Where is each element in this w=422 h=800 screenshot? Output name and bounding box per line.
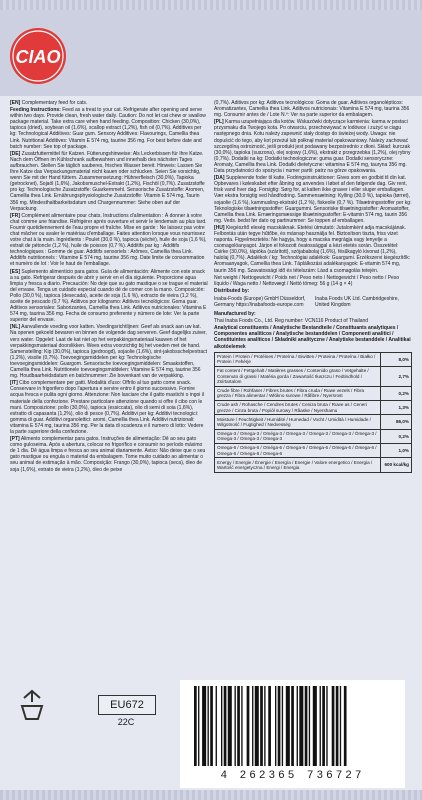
distributed-label: Distributed by:	[214, 287, 250, 294]
constituent-label: Crude fibre / Rohfaser / Fibres brutes / Fibra cruda / Ruwe vezels / Fibra grezza / Fibra alimentar / Włókno surowe / Råfibre / Nyersrost	[215, 386, 381, 400]
barcode	[180, 680, 405, 788]
barcode-bar	[252, 686, 253, 766]
table-row	[215, 386, 412, 400]
barcode-number: 4 262365 736727	[220, 770, 365, 782]
barcode-bar	[278, 686, 281, 766]
table-row	[215, 415, 412, 429]
barcode-bar	[322, 686, 325, 766]
lot-code: EU672	[98, 695, 156, 715]
constituent-value: 2,7%	[381, 367, 412, 387]
paragraph: [NL] Aanvullende voeding voor katten. Voedingsrichtlijnen: Geef als snack aan uw kat. Na openen gekoeld bewaren en binnen de volgende dag serveren. Geef dagelijks zuiver, vers water. Opgelet: Laat de kat niet op het verpakkingsmateriaal kauwen of het verpakkingsmateriaal doorslikken. Wees extra voorzichtig bij het voeden met de hand. Samenstelling: Kip (30,0%), tapioca (gedroogd), sojaolie (1,6%), sint-jakobsschelpextract (1,2%), visolie (0,7%). Toevoegingsmiddelen per kg: Technologische toevoegingsmiddelen: Guargom. Sensorische toevoegingsmiddelen: Smaakstoffen, Camellia thea Link. Nutritionele toevoegingsmiddelen: Vitamine E 574 mg, taurine 356 mg. Houdbaarheidsdatum en batchnummer: Zie bovenkant van de verpakking.	[10, 324, 208, 380]
right-column	[214, 100, 412, 660]
paragraph: [FR] Complément alimentaire pour chats. Instructions d'alimentation : À donner à votre chat comme une friandise. Réfrigérer après ouverture et servir le lendemain au plus tard. Fournir quotidiennement de l'eau propre et fraîche. Mise en garde : Ne laissez pas votre chat mâcher ou avaler le matériau d'emballage. Faites attention lorsque vous nourrissez votre chat à la main. Ingrédients : Poulet (30,0 %), tapioca (séché), huile de soja (1,6 %), extrait de pétoncle (1,2 %), huile de poisson (0,7 %). Additifs par kg : Additifs technologiques : Gomme de guar. Additifs sensoriels : Arômes, Camellia thea Link. Additifs nutritionnels : Vitamine E 574 mg, taurine 356 mg. Date limite de consommation et numéro de lot : Voir le haut de l'emballage.	[10, 212, 207, 268]
barcode-bar	[221, 686, 222, 766]
constituent-value: 1,3%	[381, 400, 412, 414]
barcode-bar	[340, 686, 341, 766]
bottom-seal	[0, 790, 422, 800]
barcode-bar	[235, 686, 236, 766]
barcode-bar	[309, 686, 310, 766]
barcode-bar	[286, 686, 290, 766]
barcode-bar	[299, 686, 303, 766]
constituent-label: Fat content / Fettgehalt / Matières grasses / Contenido graso / Vetgehalte / Contenuto di grassi / Matéria gorda / Zawartość tłuszczu / Fedtindhold / Zsírtartalom	[215, 367, 381, 387]
barcode-bar	[320, 686, 321, 766]
paragraph: [ES] Suplemento alimenticio para gatos. Guía de alimentación: Alimente con este snack a su gato. Refrigerar después de abrir y servir en el día siguiente. Proporcione agua limpia y fresca a diario. Precaución: No deje que su gato mastique o se trague el material del envase. Tenga un cuidado especial cuando dé de comer con la mano. Composición: Pollo (30,0 %), tapioca (desecada), aceite de soja (1,6 %), extracto de vieira (1,2 %), aceite de pescado (0,7 %). Aditivos por kilogramo: Aditivos tecnológicos: Goma guar. Aditivos sensoriales: Saborizantes, Camellia thea Link. Aditivos nutricionales: Vitamina E 574 mg, taurina 356 mg. Fecha de consumo preferente y número de lote: Ver la parte superior del envase.	[10, 268, 208, 324]
constituent-label: Moisture / Feuchtigkeit / Humidité / Humedad / Vocht / Umidità / Humidade / Wilgotność / Fugtighed / Nedvesség	[215, 415, 381, 429]
barcode-bar	[275, 686, 276, 766]
barcode-bar	[313, 686, 317, 766]
paragraph: [DA] Supplerende foder til katte. Fodringsinstruktioner: Gives som en godbid til din kat. Opbevares i køleskabet efter åbning og anvendes i løbet af den følgende dag. Giv rent, frisk vand hver dag. Forsigtig: Sørg for, at katten ikke gnaver i eller sluger emballagen. Vær ekstra forsigtig ved håndfodring. Sammensætning: Kylling (30,0 %), tapioka (tørret), sojaolie (1,6 %), kammusling-ekstrakt (1,2 %), fiskeolie (0,7 %). Tilsætningsstoffer per kg: Teknologiske tilsætningsstoffer: Guargummi. Sensoriske tilsætningsstoffer: Aromastoffer, Camellia thea Link. Ernæringsmæssige tilsætningsstoffer: E-vitamin 574 mg, taurin 356 mg. Veds. bedst før dato og partinummer: Se toppen af emballagen.	[214, 175, 412, 224]
barcode-bar	[210, 686, 213, 766]
barcode-bar	[237, 686, 240, 766]
constituent-label: Omega-6 / Omega-6 / Oméga-6 / Omega-6 / Omega-6 / Omega-6 / Ómega-6 / Omega-6 / Omega-6 / Omega-6	[215, 444, 381, 458]
paragraph: (0,7%). Aditivos por kg: Aditivos tecnológicos: Goma de guar. Aditivos organolépticos: Aromatizantes, Camellia thea Link. Aditivos nutricionais: Vitamina E 574 mg, taurina 356 mg. Consumir antes de / Lote N.º: Ver na parte superior da embalagem.	[214, 100, 410, 119]
barcode-bar	[297, 686, 298, 766]
barcode-bar	[291, 686, 294, 766]
table-row	[215, 352, 412, 366]
barcode-bar	[216, 686, 217, 766]
barcode-bar	[332, 686, 335, 766]
paragraph: Feeding Instructions: Feed as a treat to your cat. Refrigerate after opening and serve within two days. Provide clean, fresh water daily. Caution: Do not let cat chew or swallow package material. Take extra care when hand feeding. Composition: Chicken (30,0%), tapioca (dried), soybean oil (1,6%), scallop extract (1,2%), fish oil (0,7%). Additives per kg: Technological Additives: Guar gum. Sensory Additives: Flavourings, Camellia thea Link. Nutritional Additives: Vitamin E 574 mg, taurine 356 mg. For best before date and batch number: See top of package.	[10, 107, 206, 150]
barcode-bar	[208, 686, 209, 766]
table-row	[215, 367, 412, 387]
constituent-value: 8,0%	[381, 352, 412, 366]
table-row	[215, 429, 412, 443]
recycle-icon	[18, 688, 46, 722]
barcode-bar	[255, 686, 259, 766]
barcode-bar	[247, 686, 250, 766]
manufactured-text: Thai Inaba Foods Co., Ltd. Reg number: VCN116 Product of Thailand	[214, 318, 369, 325]
barcode-bar	[202, 686, 206, 766]
barcode-bar	[268, 686, 271, 766]
barcode-bar	[264, 686, 265, 766]
analytical-header: Analytical constituents / Analytische Bestandteile / Constituants analytiques / Componentes analíticos / Analytische bestanddelen / Componenti analitici / Constituintes analíticos / Składniki analityczne / Analytiske bestanddele / Analitikai alkotóelemek	[214, 325, 411, 350]
manufactured-label: Manufactured by:	[214, 311, 256, 318]
constituent-value: 0,2%	[381, 429, 412, 443]
barcode-bar	[228, 686, 232, 766]
barcode-bar	[198, 686, 199, 766]
constituent-label: Crude ash / Rohasche / Cendres brutes / Ceniza bruta / Ruwe as / Ceneri grezze / Cinza bruta / Popiół surowy / Råaske / Nyershamu	[215, 400, 381, 414]
distributor-eu: Inaba-Foods (Europe) GmbH Düsseldorf, Germany https://inabafoods-europe.com	[214, 295, 306, 308]
barcode-bar	[282, 686, 283, 766]
distributor-uk: Inaba Foods UK Ltd. Cambridgeshire, United Kingdom	[315, 295, 399, 308]
barcode-bar	[224, 686, 227, 766]
paragraph: [IT] Cibo complementare per gatti. Modalità d'uso: Offrilo al tuo gatto come snack. Conservare in frigorifero dopo l'apertura e servire entro il giorno successivo. Fornire acqua fresca e pulita ogni giorno. Attenzione: Non lasciare che il gatto mastichi o ingoi il materiale della confezione. Prestare particolare attenzione quando si offre il cibo con le mani. Composizione: pollo (30,0%), tapioca (essiccata), olio di semi di soia (1,6%), estratto di capasanta (1,2%), olio di pesce (0,7%). Additivi per kg: Additivi tecnologici: gomma di guar. Additivi organolettici: aromi, Camellia thea Link. Additivi nutrizionali: vitamina E 574 mg, taurina 356 mg. Per la data di scadenza e il numero di lotto: Vedere la parte superiore della confezione.	[10, 380, 205, 435]
distributors	[214, 296, 412, 308]
paragraph: [HU] Kiegészítő eleség macskáknak. Etetési útmutató: Jutalomként adja macskájának. Felbontás után tegye hűtőbe, és másnap használja fel. Biztosítson tiszta, friss vizet naponta. Figyelmeztetés: Ne hagyja, hogy a macska megrágja vagy lenyelje a csomagolóanyagot. Járjon el fokozott óvatossággal a kézi etetés során. Összetétel: Csirke (30,0%), tápióka (szárított), szójababolaj (1,6%), fésűkagyló kivonat (1,2%), halolaj (0,7%). Adalékok / kg: Technológiai adalékok: Guargumi. Érzékszervi kiegészítők: Aromaanyagok, Camellia thea Link. Táplálkozási adalékanyagok: E-vitamin 574 mg, taurin 356 mg. Szavatossági idő és tételszám: Lásd a csomagolás tetején.	[214, 224, 411, 274]
constituent-value: 1,0%	[381, 444, 412, 458]
table-row	[215, 444, 412, 458]
constituent-label: Omega-3 / Omega-3 / Oméga-3 / Omega-3 / Omega-3 / Omega-3 / Ómega-3 / Omega-3 / Omega-3 / Omega-3	[215, 429, 381, 443]
constituent-label: Protein / Protein / Protéines / Proteína / Eiwitten / Proteina / Proteína / Białko / Protein / Fehérje	[215, 352, 381, 366]
table-row	[215, 458, 412, 472]
logo-text: CIAO	[15, 47, 61, 67]
barcode-bar	[241, 686, 242, 766]
paragraph: [EN] Complementary feed for cats.	[10, 100, 88, 106]
analytical-table	[214, 352, 412, 473]
paragraph: [PT] Alimento complementar para gatos. Instruções de alimentação: Dê ao seu gato como guloseima. Após a abertura, colocar no frigorífico e consumir no período máximo de 1 dia. Dê água limpa e fresca ao seu animal diariamente. Aviso: Não deixe que o seu gato mastigue ou engula o material da embalagem. Tome muito cuidado ao alimentar o seu animal de estimação à mão. Composição: Frango (30,0%), tapioca (seca), óleo de soja (1,6%), extrato de vieira (1,2%), óleo de peixe	[10, 436, 206, 473]
barcode-bar	[326, 686, 327, 766]
barcode-bar	[344, 686, 347, 766]
constituent-value: 600 kcal/kg	[381, 458, 412, 472]
barcode-bar	[194, 686, 197, 766]
paragraph: [PL] Karma uzupełniająca dla kotów. Wskazówki dotyczące karmienia: karma w postaci przysmaku dla Twojego kota. Po otwarciu, przechowywać w lodówce i zużyć w ciągu następnego dnia. Kotu należy zapewnić stały dostęp do świeżej wody. Uwaga: nie dopuścić do tego, aby kot przeżuł lub połknął materiał opakowaniowy. Należy zachować szczególną ostrożność, jeśli produkt jest podawany bezpośrednio z dłoni. Skład: kurczak (30,0%), tapioka (suszona), olej sojowy (1,6%), ekstrakt z przegrzebka (1,2%), olej rybny (0,7%). Dodatki na kg: Dodatki technologiczne: guma guar. Dodatki sensoryczne: Aromaty, Camellia thea Link. Dodatki dietetyczne: witamina E 574 mg, tauryna 356 mg. Data przydatności do spożycia i numer partii: patrz na górze opakowania.	[214, 119, 411, 175]
text-columns	[10, 100, 412, 660]
ciao-logo-icon	[8, 26, 68, 86]
left-column	[10, 100, 208, 660]
barcode-bar	[336, 686, 339, 766]
constituent-value: 86,0%	[381, 415, 412, 429]
barcode-bar	[260, 686, 263, 766]
barcode-bars	[192, 686, 393, 768]
top-seal	[0, 0, 422, 10]
paragraph: Net weight / Nettogewicht / Poids net / Peso neto / Nettogewicht / Peso netto / Peso líquido / Waga netto / Nettovægt / Nettó tömeg: 56 g (14 g × 4)	[214, 274, 400, 287]
constituent-value: 0,2%	[381, 386, 412, 400]
barcode-bar	[305, 686, 308, 766]
table-row	[215, 400, 412, 414]
lot-subcode: 22C	[117, 717, 135, 727]
paragraph: [DE] Zusatzfuttermittel für Katzen. Fütterungshinweise: Als Leckerbissen für Ihre Katze. Nach dem Öffnen im Kühlschrank aufbewahren und innerhalb des nächsten Tages aufbrauchen. Stellen Sie täglich sauberes, frisches Wasser bereit. Hinweis: Lassen Sie Ihre Katze das Verpackungsmaterial nicht kauen oder schlucken. Seien Sie vorsichtig, wenn Sie mit der Hand füttern. Zusammensetzung: Hühnerfleisch (30,0%), Tapioka (getrocknet), Sojaöl (1,6%), Jakobsmuschel-Extrakt (1,2%), Fischöl (0,7%). Zusatzstoffe pro kg: Technologische Zusatzstoffe: Guarkernmehl. Sensorische Zusatzstoffe: Aromen, Camellia thea Link. Ernährungsphysiologische Zusatzstoffe: Vitamin E 574 mg, Taurin 356 mg. Mindesthaltbarkeitsdatum und Chargennummer: Siehe oben auf der Verpackung.	[10, 150, 205, 212]
constituent-label: Energy / Energie / Énergie / Energía / Energie / Valore energetico / Energia / Wartość energetyczna / Energi / Energia	[215, 458, 381, 472]
